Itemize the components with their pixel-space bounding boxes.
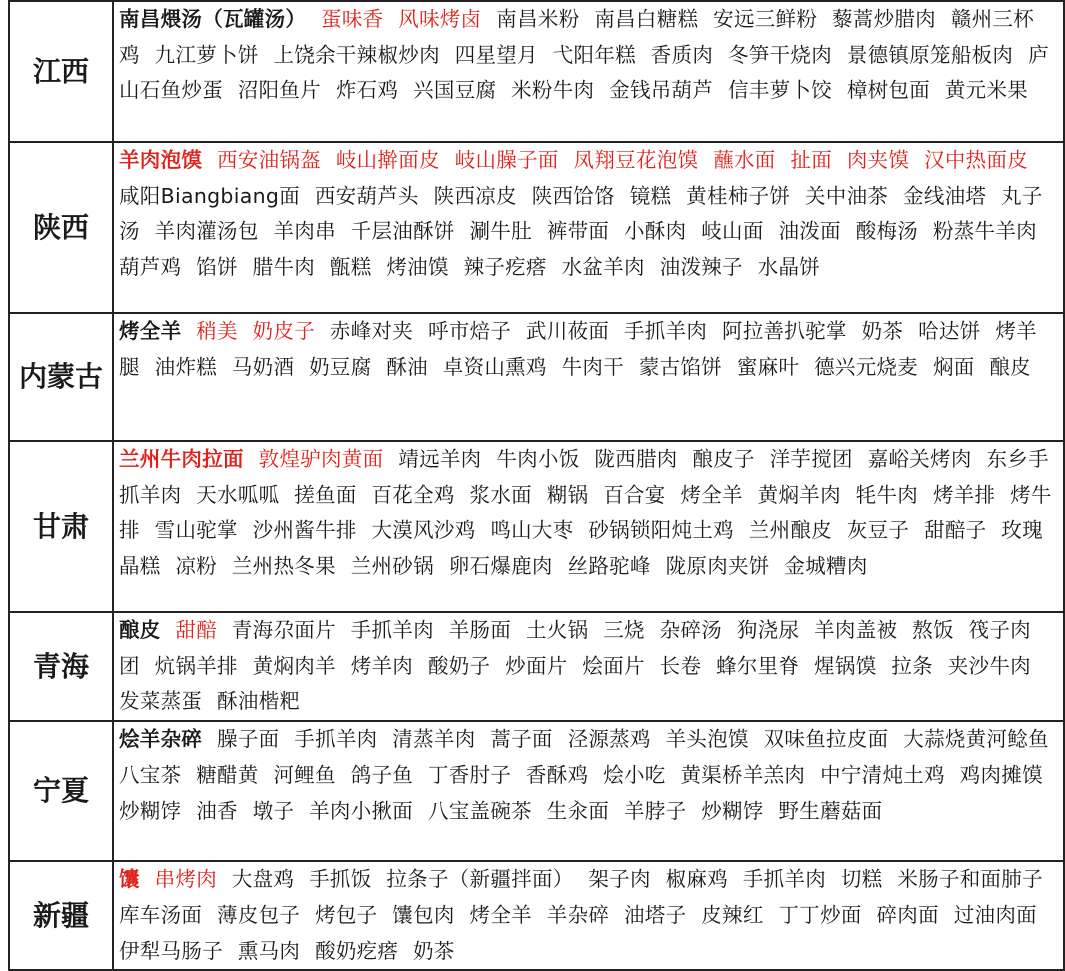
food-item: 藜蒿炒腊肉: [831, 7, 936, 31]
food-item: 兰州热冬果: [231, 554, 336, 579]
food-item: 鸣山大枣: [490, 518, 574, 543]
food-item: 奶豆腐: [309, 354, 372, 379]
food-item: 炒面片: [505, 653, 568, 678]
food-item: 羊肉泡馍: [119, 148, 203, 172]
food-item: 黄焖肉羊: [252, 653, 336, 678]
food-item: 杂碎汤: [659, 618, 723, 642]
food-item: 熬饭: [912, 618, 954, 642]
food-item: 四星望月: [454, 42, 538, 67]
food-item: 蛋味香: [321, 7, 384, 31]
food-item: 大盘鸡: [231, 867, 295, 892]
food-item: 裤带面: [546, 219, 610, 244]
food-item: 手抓饭: [309, 867, 372, 892]
food-item: 兰州砂锅: [350, 554, 434, 579]
food-item: 中宁清炖土鸡: [820, 762, 945, 787]
food-item: 馅饼: [196, 255, 238, 280]
food-item: 浆水面: [469, 482, 532, 507]
food-item: 手抓羊肉: [742, 867, 827, 892]
food-item: 水晶饼: [757, 255, 821, 280]
food-item: 黄桂柿子饼: [686, 183, 791, 208]
food-item: 拉条子（新疆拌面）: [386, 867, 574, 892]
food-item: 黄焖羊肉: [757, 482, 841, 507]
food-item: 烤羊排: [932, 482, 996, 507]
food-item: 兰州酿皮: [748, 518, 832, 543]
food-item: 烤羊腿: [119, 319, 1037, 379]
food-item: 樟树包面: [846, 78, 931, 103]
food-list: [113, 721, 1064, 861]
food-item: 天水呱呱: [196, 482, 280, 507]
food-item: 米粉牛肉: [511, 78, 595, 103]
food-item: 咸阳Biangbiang面: [119, 183, 301, 208]
food-item: 炒糊饽: [701, 798, 764, 823]
food-item: 烩小吃: [603, 762, 666, 787]
food-item: 糖醋黄: [196, 762, 259, 787]
food-item: 陇原肉夹饼: [665, 554, 770, 579]
food-item: 哈达饼: [918, 319, 981, 343]
food-item: 奶茶: [413, 938, 455, 963]
food-item: 千层油酥饼: [350, 219, 455, 244]
food-item: 镜糕: [629, 183, 672, 208]
food-item: 葫芦鸡: [119, 255, 182, 280]
food-item: 马奶酒: [231, 354, 295, 379]
food-item: 弋阳年糕: [552, 42, 636, 67]
food-item: 卵石爆鹿肉: [448, 554, 553, 579]
food-item: 肉夹馍: [846, 148, 910, 172]
food-list: [113, 861, 1064, 970]
food-item: 酸奶子: [427, 653, 491, 678]
food-item: 狗浇尿: [736, 618, 800, 642]
food-item: 米肠子和面肺子: [897, 867, 1043, 892]
food-item: 煋锅馍: [814, 653, 877, 678]
food-list: [113, 1, 1064, 142]
food-item: 西安油锅盔: [217, 148, 322, 172]
food-item: 生汆面: [546, 798, 610, 823]
food-item: 土火锅: [525, 618, 589, 642]
food-item: 过油肉面: [953, 902, 1037, 927]
food-item: 东乡手抓羊肉: [119, 447, 1049, 507]
food-item: 甜醅: [175, 618, 218, 642]
food-item: 油泼面: [778, 219, 841, 244]
food-item: 炸石鸡: [335, 78, 399, 103]
food-item: 德兴元烧麦: [814, 354, 919, 379]
table-row: [9, 612, 1064, 721]
food-item: 玫瑰晶糕: [119, 518, 1043, 579]
food-item: 灰豆子: [846, 518, 910, 543]
food-item: 赤峰对夹: [329, 319, 414, 343]
food-item: 焖面: [932, 354, 975, 379]
food-item: 夹沙牛肉: [947, 653, 1031, 678]
food-item: 炕锅羊排: [154, 653, 238, 678]
table-row: [9, 861, 1064, 970]
food-item: 沙州酱牛排: [252, 518, 357, 543]
food-item: 大漠风沙鸡: [371, 518, 476, 543]
food-item: 粉蒸牛羊肉: [932, 219, 1037, 244]
food-item: 凉粉: [175, 554, 218, 579]
table-row: [9, 1, 1064, 142]
food-item: 武川莜面: [525, 319, 610, 343]
food-item: 九江萝卜饼: [154, 42, 259, 67]
food-item: 陕西凉皮: [433, 183, 517, 208]
food-item: 百花全鸡: [371, 482, 455, 507]
food-item: 酸梅汤: [855, 219, 919, 244]
food-item: 奶茶: [861, 319, 904, 343]
food-item: 砂锅锁阳炖土鸡: [588, 518, 734, 543]
food-item: 香酥鸡: [525, 762, 589, 787]
food-item: 关中油茶: [805, 183, 889, 208]
food-item: 薄皮包子: [217, 902, 301, 927]
food-item: 酥油楷粑: [217, 689, 301, 714]
food-item: 馕包肉: [392, 902, 455, 927]
table-row: [9, 441, 1064, 612]
food-item: 蜜麻叶: [736, 354, 800, 379]
food-item: 蜂尔里脊: [716, 653, 800, 678]
region-name: 内蒙古: [9, 313, 113, 441]
food-item: 油塔子: [624, 902, 687, 927]
food-item: 洋芋搅团: [769, 447, 853, 471]
food-list: [113, 612, 1064, 721]
food-item: 西安葫芦头: [314, 183, 419, 208]
food-item: 烤油馍: [386, 255, 449, 280]
food-item: 筏子肉团: [119, 618, 1031, 678]
food-item: 清蒸羊肉: [392, 727, 476, 752]
food-item: 切糕: [840, 867, 883, 892]
food-list: [113, 142, 1064, 313]
table-row: [9, 313, 1064, 441]
food-item: 拉条: [891, 653, 933, 678]
food-item: 陇西腊肉: [594, 447, 678, 471]
food-item: 油香: [196, 798, 238, 823]
food-item: 黄元米果: [944, 78, 1029, 103]
food-item: 鸽子鱼: [350, 762, 414, 787]
region-name: 陕西: [9, 142, 113, 313]
food-item: 酥油: [386, 354, 428, 379]
food-item: 阿拉善扒驼掌: [722, 319, 847, 343]
regional-food-table: [8, 0, 1065, 971]
food-item: 皮辣红: [701, 902, 764, 927]
food-item: 敦煌驴肉黄面: [258, 447, 384, 471]
food-item: 香质肉: [650, 42, 714, 67]
food-item: 羊头泡馍: [665, 727, 749, 752]
food-item: 烤包子: [315, 902, 378, 927]
food-item: 泾源蒸鸡: [567, 727, 651, 752]
food-item: 信丰萝卜饺: [727, 78, 832, 103]
food-item: 油炸糕: [154, 354, 218, 379]
food-item: 酸奶疙瘩: [315, 938, 399, 963]
food-item: 水盆羊肉: [561, 255, 645, 280]
food-item: 陕西饸饹: [531, 183, 615, 208]
region-name: 甘肃: [9, 441, 113, 612]
food-item: 油泼辣子: [659, 255, 743, 280]
food-item: 河鲤鱼: [273, 762, 336, 787]
food-item: 串烤肉: [154, 867, 218, 892]
food-item: 黄渠桥羊羔肉: [680, 762, 806, 787]
table-row: [9, 721, 1064, 861]
food-item: 八宝盖碗茶: [427, 798, 532, 823]
food-item: 涮牛肚: [469, 219, 532, 244]
food-item: 赣州三杯鸡: [119, 7, 1035, 67]
food-item: 手抓羊肉: [294, 727, 378, 752]
food-item: 蒿子面: [490, 727, 553, 752]
food-item: 三烧: [603, 618, 645, 642]
food-item: 丝路驼峰: [567, 554, 651, 579]
food-item: 靖远羊肉: [398, 447, 482, 471]
food-item: 景德镇原笼船板肉: [846, 42, 1014, 67]
food-item: 卓资山熏鸡: [442, 354, 547, 379]
food-item: 丁香肘子: [427, 762, 512, 787]
food-item: 羊肉串: [273, 219, 336, 244]
food-item: 安远三鲜粉: [713, 7, 818, 31]
food-item: 辣子疙瘩: [463, 255, 547, 280]
region-name: 宁夏: [9, 721, 113, 861]
food-item: 熏马肉: [237, 938, 301, 963]
food-item: 手抓羊肉: [350, 618, 434, 642]
food-item: 金钱吊葫芦: [609, 78, 714, 103]
food-item: 牦牛肉: [855, 482, 919, 507]
food-item: 烤全羊: [469, 902, 532, 927]
food-item: 沼阳鱼片: [237, 78, 322, 103]
food-item: 羊肉灌汤包: [154, 219, 259, 244]
food-item: 烩面片: [582, 653, 645, 678]
food-item: 冬笋干烧肉: [728, 42, 832, 67]
food-item: 烤牛排: [119, 482, 1052, 543]
food-item: 馕: [119, 867, 140, 892]
food-item: 长卷: [659, 653, 702, 678]
food-item: 甑糕: [329, 255, 372, 280]
food-item: 羊肉盖被: [814, 618, 898, 642]
food-item: 鸡肉摊馍: [959, 762, 1043, 787]
food-item: 甜醅子: [924, 518, 987, 543]
food-item: 呼市焙子: [427, 319, 512, 343]
food-item: 百合宴: [603, 482, 666, 507]
food-item: 糊锅: [546, 482, 589, 507]
region-name: 江西: [9, 1, 113, 142]
food-item: 金线油塔: [903, 183, 987, 208]
food-item: 烤全羊: [119, 319, 182, 343]
food-item: 上饶余干辣椒炒肉: [273, 42, 440, 67]
food-list: [113, 441, 1064, 612]
food-item: 岐山臊子面: [454, 148, 559, 172]
food-item: 羊肠面: [448, 618, 512, 642]
food-item: 野生蘑菇面: [778, 798, 883, 823]
region-name: 青海: [9, 612, 113, 721]
food-item: 伊犁马肠子: [119, 938, 223, 963]
food-item: 牛肉干: [561, 354, 625, 379]
food-item: 蒙古馅饼: [638, 354, 723, 379]
food-item: 青海尕面片: [231, 618, 336, 642]
food-item: 扯面: [790, 148, 832, 172]
food-item: 酿皮子: [692, 447, 755, 471]
region-name: 新疆: [9, 861, 113, 970]
food-item: 南昌煨汤（瓦罐汤）: [119, 7, 307, 31]
food-item: 庐山石鱼炒蛋: [119, 42, 1049, 103]
food-item: 烤全羊: [680, 482, 743, 507]
food-item: 蘸水面: [713, 148, 776, 172]
food-item: 雪山驼掌: [154, 518, 238, 543]
food-item: 大蒜烧黄河鲶鱼: [903, 727, 1049, 752]
food-item: 库车汤面: [119, 902, 203, 927]
food-item: 丸子汤: [119, 183, 1043, 244]
food-item: 架子肉: [588, 867, 651, 892]
food-item: 酿皮: [119, 618, 161, 642]
food-item: 嘉峪关烤肉: [867, 447, 972, 471]
food-item: 炒糊饽: [119, 798, 182, 823]
food-item: 搓鱼面: [294, 482, 357, 507]
food-item: 南昌米粉: [496, 7, 580, 31]
food-item: 兰州牛肉拉面: [119, 447, 244, 471]
food-item: 稍美: [196, 319, 238, 343]
food-item: 风味烤卤: [398, 7, 482, 31]
food-item: 岐山擀面皮: [335, 148, 440, 172]
food-item: 发菜蒸蛋: [119, 689, 203, 714]
food-list: [113, 313, 1064, 441]
food-item: 羊肉小揪面: [309, 798, 414, 823]
food-item: 烩羊杂碎: [119, 727, 203, 752]
food-item: 丁丁炒面: [778, 902, 862, 927]
food-item: 羊杂碎: [546, 902, 610, 927]
food-item: 椒麻鸡: [665, 867, 729, 892]
food-item: 羊脖子: [624, 798, 687, 823]
table-body: [9, 1, 1064, 970]
food-item: 手抓羊肉: [624, 319, 708, 343]
food-item: 凤翔豆花泡馍: [573, 148, 699, 172]
food-item: 烤羊肉: [350, 653, 414, 678]
food-item: 墩子: [252, 798, 295, 823]
food-item: 牛肉小饭: [496, 447, 580, 471]
food-item: 岐山面: [701, 219, 764, 244]
food-item: 腊牛肉: [252, 255, 316, 280]
food-item: 小酥肉: [624, 219, 687, 244]
table-row: [9, 142, 1064, 313]
food-item: 南昌白糖糕: [594, 7, 699, 31]
food-item: 碎肉面: [876, 902, 939, 927]
food-item: 臊子面: [217, 727, 280, 752]
food-item: 八宝茶: [119, 762, 182, 787]
food-item: 兴国豆腐: [413, 78, 497, 103]
food-item: 双味鱼拉皮面: [763, 727, 889, 752]
food-item: 酿皮: [989, 354, 1031, 379]
food-item: 金城糟肉: [784, 554, 868, 579]
food-item: 汉中热面皮: [924, 148, 1029, 172]
food-item: 奶皮子: [252, 319, 316, 343]
